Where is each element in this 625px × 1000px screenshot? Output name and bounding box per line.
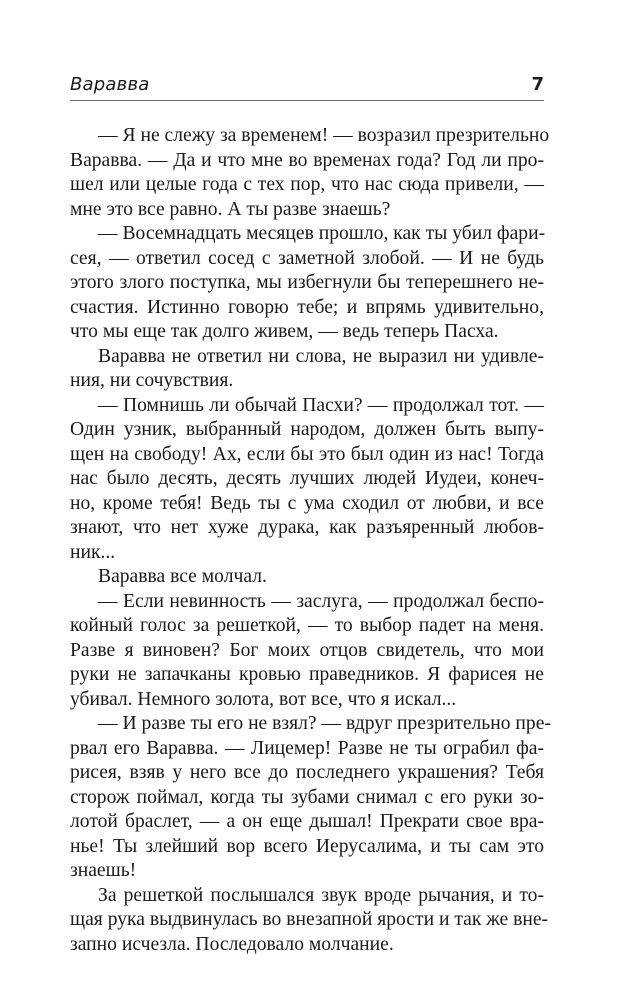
text-line: Варавва не ответил ни слова, не выразил ни удивле- xyxy=(98,345,544,367)
paragraph xyxy=(70,345,544,394)
body-text xyxy=(70,124,551,957)
paragraph xyxy=(70,124,550,222)
running-head xyxy=(70,74,544,101)
text-line: — Я не слежу за временем! — возразил презрительно xyxy=(98,125,550,146)
paragraph xyxy=(70,222,544,345)
text-line: койный голос за решеткой, — то выбор падет на меня. xyxy=(70,615,544,636)
text-line: — И разве ты его не взял? — вдруг презрительно пре- xyxy=(98,713,551,734)
text-line: рисея, взяв у него все до последнего украшения? Тебя xyxy=(70,762,544,783)
text-line: лотой браслет, — а он еще дышал! Прекрати свое вра- xyxy=(70,811,544,832)
text-line: сторож поймал, когда ты зубами снимал с его руки зо- xyxy=(70,786,544,808)
text-line: шел или целые года с тех пор, что нас сюда привели, — xyxy=(70,174,544,195)
paragraph xyxy=(70,712,551,884)
text-line: руки не запачканы кровью праведников. Я фарисея не xyxy=(70,664,544,685)
text-line: нье! Ты злейший вор всего Иерусалима, и ты сам это xyxy=(70,835,544,857)
text-line: что мы еще так долго живем, — ведь теперь Пасха. xyxy=(70,321,499,342)
text-line: нас было десять, десять лучших людей Иудеи, конеч- xyxy=(70,468,544,489)
text-line: За решеткой послышался звук вроде рычания, и то- xyxy=(98,884,544,906)
text-line: ния, ни сочувствия. xyxy=(70,370,234,391)
page-number: 7 xyxy=(531,74,544,95)
text-line: мне это все равно. А ты разве знаешь? xyxy=(70,198,391,220)
running-title: Варавва xyxy=(70,74,150,95)
text-line: Один узник, выбранный народом, должен быть выпу- xyxy=(70,419,544,440)
text-line: знаешь! xyxy=(70,860,137,881)
text-line: — Помнишь ли обычай Пасхи? — продолжал тот. — xyxy=(98,394,544,416)
text-line: — Если невинность — заслуга, — продолжал беспо- xyxy=(98,590,544,612)
paragraph xyxy=(70,590,544,713)
text-line: ник... xyxy=(70,541,116,563)
text-line: Варавва все молчал. xyxy=(98,566,267,587)
text-line: сея, — ответил сосед с заметной злобой. — И не будь xyxy=(70,247,544,269)
text-line: запно исчезла. Последовало молчание. xyxy=(70,933,394,955)
text-line: — Восемнадцать месяцев прошло, как ты убил фари- xyxy=(98,223,546,244)
paragraph xyxy=(70,394,544,566)
text-line: но, кроме тебя! Ведь ты с ума сходил от любви, и все xyxy=(70,492,544,514)
text-line: счастия. Истинно говорю тебе; и впрямь удивительно, xyxy=(70,296,544,318)
text-line: щен на свободу! Ах, если бы это был один из нас! Тогда xyxy=(70,443,544,465)
text-line: Варавва. — Да и что мне во временах года? Год ли про- xyxy=(70,149,544,171)
text-line: рвал его Варавва. — Лицемер! Разве не ты ограбил фа- xyxy=(70,737,544,759)
paragraph xyxy=(70,884,549,958)
text-line: убивал. Немного золота, вот все, что я искал... xyxy=(70,688,457,710)
text-line: Разве я виновен? Бог моих отцов свидетель, что мои xyxy=(70,639,544,661)
text-line: знают, что нет хуже дурака, как разъяренный любов- xyxy=(70,517,544,538)
paragraph xyxy=(70,565,544,590)
text-line: щая рука выдвинулась во внезапной ярости и так же вне- xyxy=(70,909,549,930)
text-line: этого злого поступка, мы избегнули бы теперешнего не- xyxy=(70,272,544,293)
